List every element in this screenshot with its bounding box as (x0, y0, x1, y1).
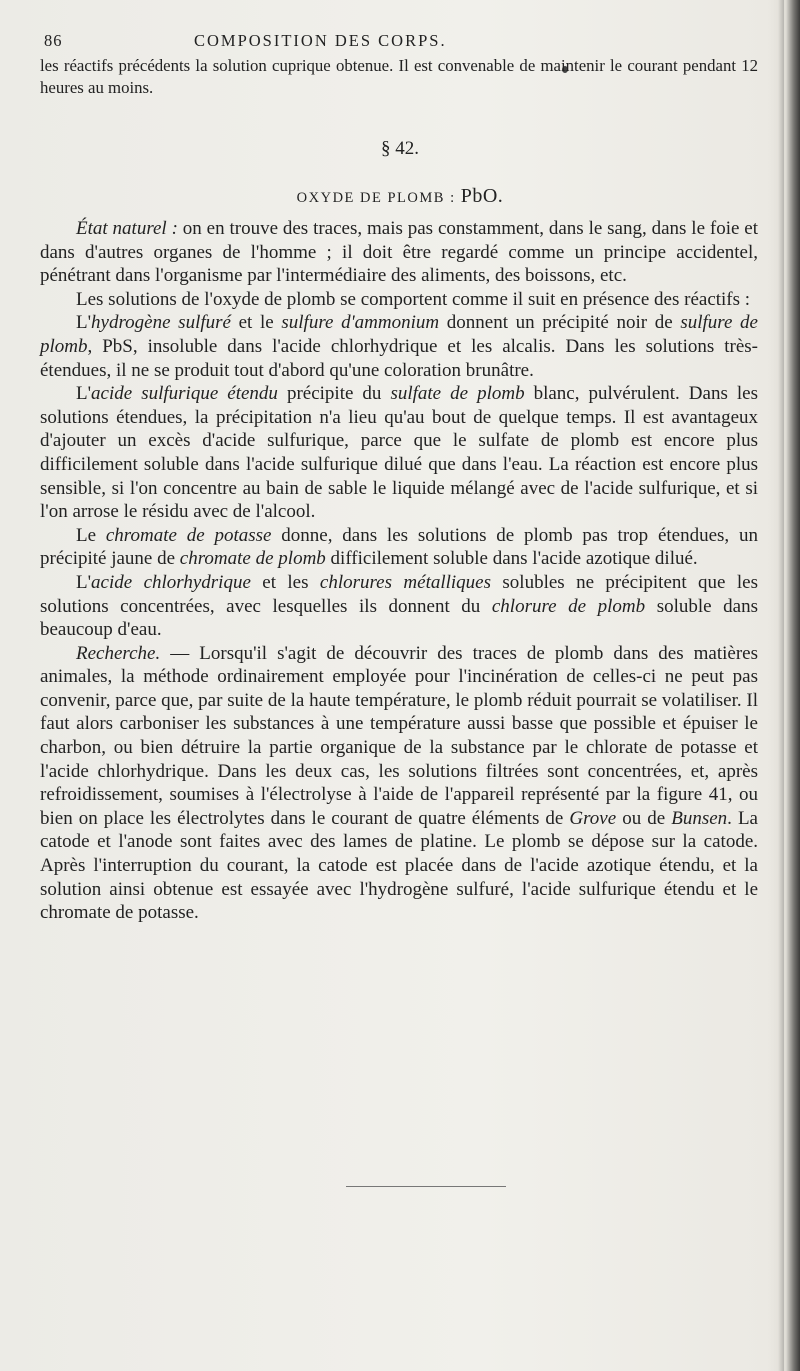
italic-term: sulfure de plomb (40, 312, 758, 357)
text-run: ou de (616, 807, 672, 829)
text-run: L' (76, 383, 92, 405)
section-subtitle (0, 185, 800, 208)
italic-term: acide chlorhydrique (91, 571, 251, 593)
paragraph-acide-sulfurique (40, 382, 758, 524)
text-run: et les (250, 571, 320, 593)
lead-recherche: Recherche. (76, 642, 161, 664)
text-run: — Lorsqu'il s'agit de découvrir des traces de plomb dans des matières animales, la méthode ordinairement employée pour l'incinération de celles-ci ne peut pas convenir, parce que, par suite de la haute température, le plomb réduit pourrait se volatiliser. Il faut alors carboniser les substances à une température aussi basse que possible et épuiser le charbon, ou bien détruire la partie organique de la substance par le chlorate de potasse et l'acide chlorhydrique. Dans les deux cas, les solutions filtrées sont concentrées, et, après refroidissement, soumises à l'électrolyse à l'aide de l'appareil représenté par la figure 41, ou bien on place les électrolytes dans le courant de quatre éléments de (40, 642, 758, 829)
text-run: L' (76, 571, 92, 593)
subtitle-label: OXYDE DE PLOMB : (296, 190, 456, 206)
text-run: . La catode et l'anode sont faites avec des lames de platine. Le plomb se dépose sur la catode. Après l'interruption du courant, la catode est placée dans de l'acide azotique étendu, et la solution ainsi obtenue est essayée avec l'hydrogène sulfuré, l'acide sulfurique étendu et le chromate de potasse. (40, 807, 758, 924)
paragraph-hydrogene-sulfure (40, 311, 758, 382)
paragraph-reactifs: Les solutions de l'oxyde de plomb se comportent comme il suit en présence des réactifs : (76, 288, 751, 310)
paragraph-recherche (40, 642, 758, 925)
italic-term: chromate de plomb (179, 548, 326, 570)
italic-term: Bunsen (671, 807, 728, 829)
text-run: précipite du (277, 383, 391, 405)
running-title: COMPOSITION DES CORPS. (194, 31, 447, 50)
section-number: § 42. (381, 138, 419, 159)
text-run: difficilement soluble dans l'acide azotique dilué. (325, 548, 698, 570)
text-run: L' (76, 312, 92, 334)
body-text (40, 217, 758, 925)
italic-term: chromate de potasse (105, 524, 272, 546)
paragraph-text: on en trouve des traces, mais pas constamment, dans le sang, dans le foie et dans d'autres organes de l'homme ; il doit être regardé comme un principe accidentel, pénétrant dans l'organisme par l'intermédiaire des aliments, des boissons, etc. (40, 218, 759, 287)
text-run: et le (230, 312, 282, 334)
paragraph-etat-naturel (40, 217, 758, 288)
italic-term: Grove (569, 807, 617, 829)
running-head (44, 31, 744, 53)
italic-term: sulfate de plomb (390, 383, 525, 405)
text-run: Le (76, 524, 106, 546)
text-run: , PbS, insoluble dans l'acide chlorhydrique et les alcalis. Dans les solutions très-étendues, il ne se produit tout d'abord qu'une coloration brunâtre. (40, 335, 758, 381)
italic-term: hydrogène sulfuré (91, 312, 231, 334)
lead-etat-naturel: État naturel : (76, 218, 178, 239)
text-run: solubles ne précipitent que les solutions concentrées, avec lesquelles ils donnent du (40, 571, 758, 617)
text-run: soluble dans beaucoup d'eau. (40, 595, 758, 641)
text-run: donnent un précipité noir de (439, 312, 681, 334)
end-rule (346, 1186, 506, 1187)
italic-term: sulfure d'ammonium (281, 312, 440, 334)
italic-term: chlorures métalliques (319, 571, 492, 593)
intro-text: les réactifs précédents la solution cuprique obtenue. Il est convenable de maintenir le courant pendant 12 heures au moins. (40, 56, 758, 97)
paragraph-chromate (40, 524, 758, 571)
subtitle-formula: PbO. (460, 185, 504, 207)
italic-term: acide sulfurique étendu (91, 383, 278, 405)
italic-term: chlorure de plomb (491, 595, 646, 617)
text-run: donne, dans les solutions de plomb pas trop étendues, un précipité jaune de (40, 524, 758, 570)
page-number: 86 (44, 31, 63, 50)
paragraph-acide-chlorhydrique (40, 571, 758, 642)
text-run: blanc, pulvérulent. Dans les solutions étendues, la précipitation n'a lieu qu'au bout de quelque temps. Il est avantageux d'ajouter un excès d'acide sulfurique, parce que le sulfate de plomb est encore plus difficilement soluble dans l'acide sulfurique dilué que dans l'eau. La réaction est encore plus sensible, si l'on concentre au bain de sable le liquide mélangé avec de l'acide sulfurique, et si l'on arrose le résidu avec de l'alcool. (40, 383, 758, 523)
